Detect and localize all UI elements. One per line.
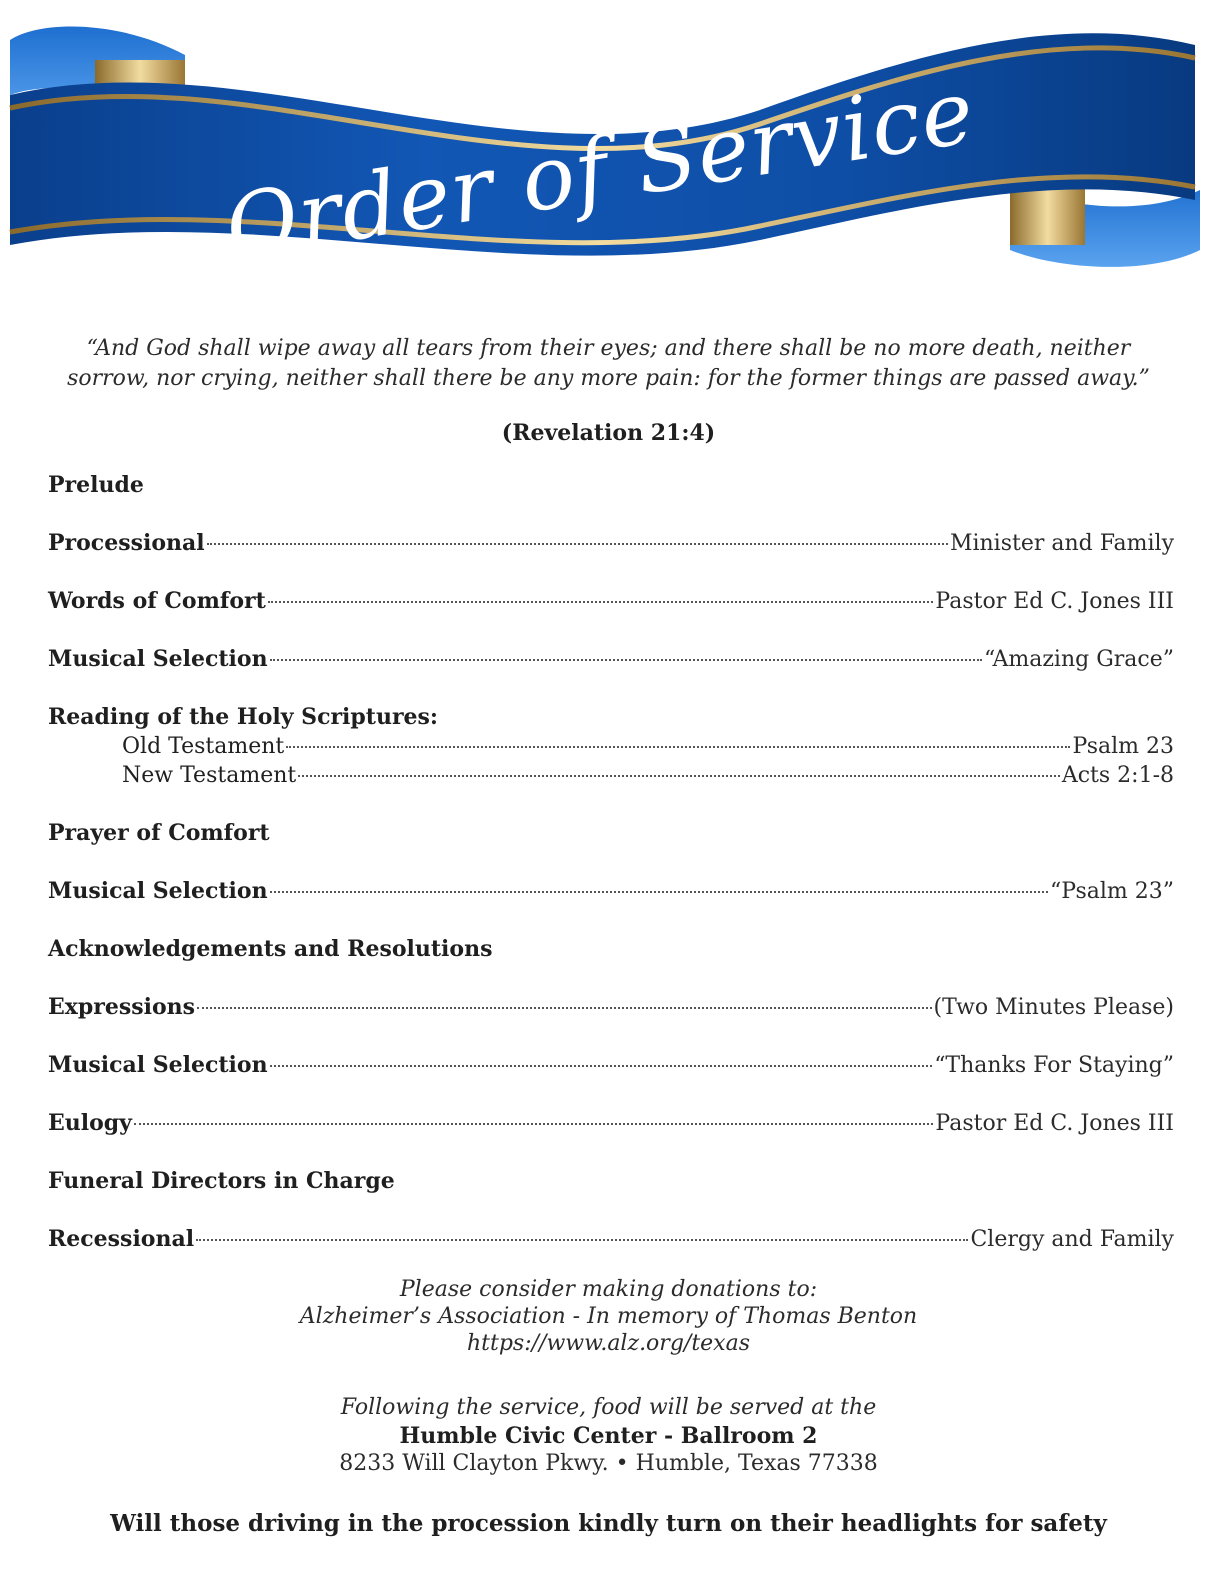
reception-address: 8233 Will Clayton Pkwy. • Humble, Texas 77338 [339,1451,878,1476]
dot-leader [197,1007,932,1009]
program-value: Psalm 23 [1072,734,1174,759]
dot-leader [268,601,934,603]
program-label: Processional [48,530,205,556]
dot-leader [196,1239,968,1241]
program-label: Musical Selection [48,878,268,904]
program-subitem-old-testament [48,732,1174,761]
program-group-heading [48,702,1174,732]
quote-line-2: sorrow, nor crying, neither shall there be any more pain: for the former things are passed away.” [67,366,1150,391]
reception-venue: Humble Civic Center - Ballroom 2 [399,1423,818,1449]
dot-leader [134,1123,933,1125]
program-value: Clergy and Family [970,1227,1174,1252]
scripture-reference: (Revelation 21:4) [501,420,716,446]
program-label: Expressions [48,994,196,1020]
program-item-acknowledgements [48,934,1174,964]
program-label: Musical Selection [48,646,268,672]
donation-line-2: Alzheimer’s Association - In memory of Thomas Benton [299,1304,918,1329]
dot-leader [207,543,948,545]
program-value: Pastor Ed C. Jones III [935,1111,1174,1136]
program-value: “Psalm 23” [1050,879,1174,904]
donation-note [0,1276,1217,1357]
program-value: (Two Minutes Please) [933,995,1174,1020]
program-label: Prayer of Comfort [48,820,270,846]
program-item-processional [48,528,1174,558]
dot-leader [298,775,1060,777]
program-label: Words of Comfort [48,588,266,614]
program-item-recessional [48,1224,1174,1254]
program-item-funeral-directors [48,1166,1174,1196]
program-label: Musical Selection [48,1052,268,1078]
program-item-eulogy [48,1108,1174,1138]
reception-intro: Following the service, food will be served at the [340,1395,877,1420]
dot-leader [286,746,1070,748]
dot-leader [270,1065,933,1067]
donation-line-1: Please consider making donations to: [399,1277,818,1302]
program-item-expressions [48,992,1174,1022]
program-value: Pastor Ed C. Jones III [935,589,1174,614]
program-label: Reading of the Holy Scriptures: [48,704,439,730]
program-value: Minister and Family [949,531,1174,556]
program-label: Recessional [48,1226,195,1252]
program-item-musical-selection-2 [48,876,1174,906]
scripture-quote [40,334,1177,394]
program-item-musical-selection-3 [48,1050,1174,1080]
program-item-musical-selection-1 [48,644,1174,674]
program-value: Acts 2:1-8 [1061,763,1174,788]
banner-title: Order of Service [218,59,982,280]
program-label: Old Testament [122,734,285,759]
donation-url: https://www.alz.org/texas [466,1331,750,1356]
dot-leader [270,891,1048,893]
right-gold-edge [1010,185,1085,245]
program-label: Acknowledgements and Resolutions [48,936,493,962]
program-value: “Thanks For Staying” [934,1053,1174,1078]
program-item-prayer-of-comfort [48,818,1174,848]
program-label: New Testament [122,763,297,788]
procession-notice: Will those driving in the procession kindly turn on their headlights for safety [110,1510,1107,1537]
dot-leader [270,659,982,661]
program-label: Prelude [48,472,144,498]
program-list [48,470,1174,1282]
program-item-prelude [48,470,1174,500]
reception-info [0,1394,1217,1478]
quote-line-1: “And God shall wipe away all tears from their eyes; and there shall be no more death, neither [86,336,1131,361]
program-item-scripture-reading [48,702,1174,790]
program-subitem-new-testament [48,761,1174,790]
order-of-service-banner [0,0,1217,300]
ribbon-graphic [0,0,1217,300]
program-item-words-of-comfort [48,586,1174,616]
program-label: Eulogy [48,1110,132,1136]
program-label: Funeral Directors in Charge [48,1168,395,1194]
program-value: “Amazing Grace” [984,647,1174,672]
